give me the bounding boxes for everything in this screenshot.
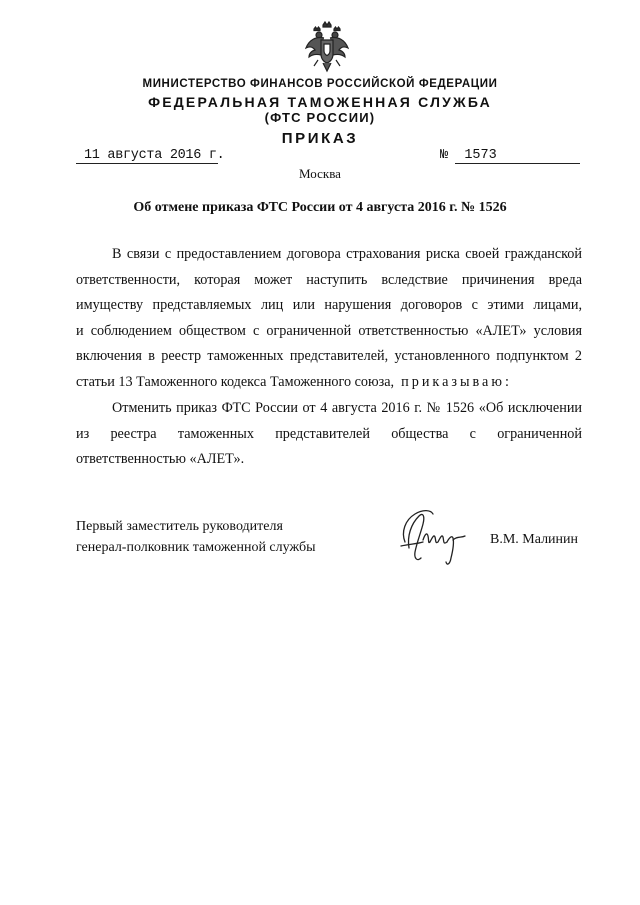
- text-line: В связи с предоставлением договора страхования риска своей гражданской: [112, 246, 582, 262]
- text-line: имуществу представляемых лиц или нарушения договоров с этими лицами,: [76, 297, 582, 314]
- date-underline: [76, 163, 218, 164]
- position-line: Первый заместитель руководителя: [76, 519, 283, 534]
- service-abbreviation: (ФТС РОССИИ): [264, 110, 376, 125]
- ministry-heading: МИНИСТЕРСТВО ФИНАНСОВ РОССИЙСКОЙ ФЕДЕРАЦИИ: [142, 78, 498, 90]
- order-date: 11 августа 2016 г.: [84, 148, 225, 163]
- text-segment: статьи 13 Таможенного кодекса Таможенного союза,: [76, 373, 395, 390]
- signatory-name: В.М. Малинин: [490, 532, 579, 547]
- number-value: 1573: [464, 148, 497, 163]
- order-word: приказываю:: [401, 373, 512, 390]
- text-line: ответственностью «АЛЕТ».: [76, 451, 245, 468]
- paragraph-2: [76, 396, 582, 473]
- signatory-position: [76, 516, 315, 558]
- number-sign: №: [440, 148, 449, 163]
- coat-of-arms-icon: [304, 20, 350, 74]
- order-number: [440, 148, 497, 163]
- text-line: из реестра таможенных представителей общества с ограниченной: [76, 425, 582, 442]
- text-line: и соблюдением обществом с ограниченной ответственностью «АЛЕТ» условия: [76, 322, 582, 339]
- text-line: [76, 370, 582, 396]
- paragraph-1: [76, 242, 582, 396]
- text-line: включения в реестр таможенных представителей, установленного подпунктом 2: [76, 348, 582, 365]
- text-line: Отменить приказ ФТС России от 4 августа 2016 г. № 1526 «Об исключении: [112, 400, 582, 416]
- city: Москва: [299, 166, 341, 181]
- number-underline: [455, 163, 580, 164]
- position-line: генерал-полковник таможенной службы: [76, 540, 316, 555]
- document-type: ПРИКАЗ: [281, 130, 359, 147]
- service-heading: ФЕДЕРАЛЬНАЯ ТАМОЖЕННАЯ СЛУЖБА: [148, 94, 492, 110]
- order-title: Об отмене приказа ФТС России от 4 августа 2016 г. № 1526: [133, 200, 507, 215]
- handwritten-signature: [395, 502, 470, 570]
- text-line: ответственности, которая может наступить вследствие причинения вреда: [76, 271, 582, 288]
